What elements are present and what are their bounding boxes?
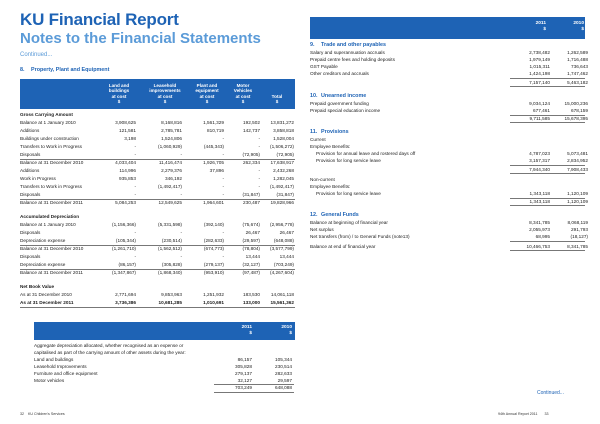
ppe-cell: 133,000	[243, 300, 260, 305]
payables-total-cell: 7,157,140	[529, 79, 550, 85]
unearned-row-cell: 677,461	[533, 107, 550, 113]
ppe-cell: 10,681,285	[158, 300, 182, 305]
ppe-column-header-line: equipment	[195, 88, 219, 94]
ppe-column-header	[100, 83, 138, 105]
ppe-row-label: Accumulated Depreciation	[20, 214, 80, 219]
ppe-row	[20, 221, 295, 229]
ppe-cell: (230,514)	[161, 238, 182, 243]
employee-benefits-label-text: Employee Benefits:	[310, 144, 351, 149]
section-number: 9.	[310, 42, 315, 48]
year-column-header-line: 2010	[281, 325, 292, 330]
payables-row-label: GST Payable	[310, 64, 338, 69]
year-column-header-line: $	[249, 330, 252, 336]
ppe-cell: (105,344)	[115, 238, 136, 243]
employee-benefits-label-text: Employee Benefits:	[310, 183, 351, 189]
footer-left	[20, 412, 65, 416]
provisions-current-label-text: Current	[310, 137, 326, 142]
ppe-cell: 8,168,816	[161, 120, 182, 125]
ppe-cell: (1,492,417)	[270, 184, 294, 189]
depreciation-cell: 279,137	[235, 371, 252, 376]
ppe-row-label: Balance at 31 December 2011	[20, 200, 83, 205]
row-divider	[20, 307, 295, 308]
ppe-cell: -	[134, 192, 136, 197]
general-funds-row-cell: 8,068,119	[567, 220, 588, 225]
ppe-cell: (78,804)	[242, 246, 260, 251]
year-column-header	[554, 21, 584, 33]
unearned-row-label: Prepaid government funding	[310, 100, 369, 106]
ppe-column-header-line: $	[275, 99, 279, 105]
provisions-row-cell: 2,834,952	[567, 158, 588, 163]
ppe-cell: 15,561,362	[270, 300, 294, 305]
unearned-row	[310, 107, 588, 115]
ppe-cell: 121,581	[119, 128, 136, 133]
provisions-current-total-cell: 7,944,340	[529, 166, 550, 172]
payables-row-cell: 1,979,149	[529, 57, 550, 62]
ppe-cell: 9,853,963	[161, 292, 182, 297]
ppe-row	[20, 135, 295, 143]
report-title: KU Financial Report	[20, 10, 179, 29]
ppe-cell: 4,033,404	[115, 160, 136, 165]
ppe-column-header	[146, 83, 184, 105]
provisions-current-total-cell: 7,908,433	[567, 166, 588, 172]
ppe-column-header-line: improvements	[149, 88, 181, 94]
year-column-header-line: 2010	[573, 21, 584, 26]
ppe-cell: 114,996	[119, 168, 136, 173]
payables-total-cell: 5,463,182	[567, 79, 588, 85]
ppe-cell: (1,868,340)	[158, 270, 182, 275]
ppe-cell: (1,156,366)	[112, 222, 136, 227]
payables-row-cell: 2,738,482	[529, 50, 550, 55]
payables-row	[310, 70, 588, 78]
ppe-cell: (1,562,512)	[158, 246, 182, 251]
ppe-cell: 1,251,932	[203, 292, 224, 297]
provisions-row-label: Provision for long service leave	[316, 190, 381, 196]
ppe-cell: -	[222, 176, 224, 181]
depreciation-intro-text: Aggregate depreciation allocated, whether recognised as an expense or	[34, 343, 184, 348]
ppe-cell: (674,773)	[203, 246, 224, 251]
ppe-row-label: Work in Progress	[20, 176, 56, 181]
ppe-cell: -	[180, 152, 182, 157]
ppe-cell: 1,524,806	[161, 136, 182, 141]
ppe-cell: 935,853	[119, 176, 136, 181]
ppe-row-label: Balance at 31 December 2010	[20, 246, 84, 251]
depreciation-row-label: Furniture and office equipment	[34, 371, 98, 376]
ppe-table	[20, 111, 295, 316]
ppe-column-header-line: at cost	[235, 93, 251, 99]
ppe-row-label: Net Book Value	[20, 284, 55, 289]
ppe-cell: (72,905)	[242, 152, 260, 157]
depreciation-intro-text: capitalised as part of the carrying amount of other assets during the year:	[34, 350, 186, 355]
ppe-row	[20, 199, 295, 207]
ppe-cell: 2,279,376	[161, 168, 182, 173]
depreciation-cell: 105,344	[275, 357, 292, 362]
depreciation-total-cell: 648,088	[275, 385, 292, 390]
ppe-cell: (32,127)	[242, 262, 260, 267]
ppe-cell: (31,847)	[276, 192, 294, 197]
right-table-header	[310, 17, 585, 39]
ppe-cell: -	[222, 230, 224, 235]
provisions-row	[310, 157, 588, 165]
total-divider	[510, 205, 585, 206]
ppe-cell: -	[134, 152, 136, 157]
ppe-column-header-line: at cost	[199, 93, 215, 99]
ppe-cell: (97,487)	[242, 270, 260, 275]
ppe-cell: (5,331,598)	[158, 222, 182, 227]
ppe-cell: -	[222, 152, 224, 157]
depreciation-total-cell: 703,249	[235, 385, 252, 390]
unearned-row-cell: 678,159	[571, 107, 588, 113]
depreciation-table-header	[34, 322, 295, 340]
ppe-column-header-line: Total	[271, 93, 283, 99]
general-funds-row-cell: 2,055,973	[529, 227, 550, 232]
ppe-row	[20, 245, 295, 253]
general-funds-row-cell: (18,127)	[570, 234, 588, 239]
ppe-column-header-line: Vehicles	[233, 88, 253, 94]
ppe-cell: (703,249)	[273, 262, 294, 267]
year-column-header	[516, 21, 546, 33]
ppe-cell: 1,282,045	[273, 176, 294, 181]
ppe-row-label: Balance at 31 December 2010	[20, 160, 84, 165]
ppe-row-label: Disposals	[20, 192, 41, 197]
continued-label: Continued...	[20, 52, 53, 58]
general-funds-end-row-label: Balance at end of financial year	[310, 244, 376, 249]
ppe-cell: 2,785,781	[161, 128, 182, 133]
total-divider	[510, 250, 585, 251]
ppe-cell: 19,828,966	[270, 200, 294, 205]
ppe-row	[20, 159, 295, 167]
ppe-cell: 2,771,694	[115, 292, 136, 297]
ppe-cell: 230,487	[243, 200, 260, 205]
ppe-cell: (4,267,604)	[270, 270, 294, 275]
ppe-heading-text: Property, Plant and Equipment	[31, 67, 110, 73]
ppe-row	[20, 291, 295, 299]
ppe-cell: 26,467	[245, 230, 260, 235]
ppe-column-header-line: $	[205, 99, 209, 105]
ppe-cell: (31,847)	[242, 192, 260, 197]
ppe-row	[20, 143, 295, 151]
provisions-row-label: Provision for annual leave and rostered days off	[316, 151, 416, 156]
ppe-cell: (1,261,710)	[112, 246, 136, 251]
ppe-cell: -	[134, 254, 136, 259]
ppe-row	[20, 127, 295, 135]
ppe-cell: 183,530	[243, 292, 260, 297]
ppe-cell: (445,343)	[203, 144, 224, 149]
ppe-cell: (1,347,867)	[112, 270, 136, 275]
depreciation-cell: 282,633	[275, 371, 292, 376]
provisions-noncurrent-total-cell: 1,120,109	[567, 199, 588, 204]
ppe-cell: 14,061,118	[270, 292, 294, 297]
ppe-cell: -	[134, 184, 136, 189]
ppe-cell: 810,719	[207, 128, 224, 133]
ppe-cell: 11,416,474	[158, 160, 182, 165]
ppe-cell: 1,528,004	[273, 136, 294, 141]
ppe-cell: (2,956,778)	[270, 222, 294, 227]
ppe-cell: 1,010,691	[203, 300, 224, 305]
ppe-cell: -	[258, 176, 260, 181]
depreciation-cell: 32,127	[237, 378, 252, 383]
ppe-column-header-line: $	[117, 99, 121, 105]
year-column-header-line: $	[581, 27, 584, 32]
ppe-cell: 1,964,601	[203, 200, 224, 205]
ppe-column-header-line: $	[163, 99, 167, 105]
ppe-heading-number: 8.	[20, 67, 25, 73]
ppe-cell: 192,502	[243, 120, 260, 125]
ppe-row-label: As at 31 December 2011	[20, 300, 74, 305]
ppe-row-label: Depreciation expense	[20, 238, 66, 243]
payables-row-cell: 1,262,589	[567, 50, 588, 55]
ppe-cell: -	[258, 168, 260, 173]
ppe-cell: (29,597)	[242, 238, 260, 243]
general-funds-row-cell: 8,341,785	[529, 220, 550, 225]
ppe-cell: -	[258, 184, 260, 189]
section-heading-text: Trade and other payables	[321, 42, 387, 48]
ppe-column-header	[224, 83, 262, 105]
ppe-cell: (3,577,799)	[270, 246, 294, 251]
depreciation-cell: 86,157	[237, 357, 252, 362]
payables-row-cell: 1,716,488	[567, 57, 588, 62]
ppe-row	[20, 119, 295, 127]
ppe-column-header-line: Leasehold	[153, 83, 177, 88]
year-column-header	[222, 325, 252, 336]
ppe-cell: -	[134, 230, 136, 235]
section-12-heading	[310, 211, 359, 219]
ppe-cell: -	[134, 144, 136, 149]
ppe-cell: -	[180, 192, 182, 197]
ppe-column-header-line: buildings	[108, 88, 130, 94]
ppe-cell: -	[180, 254, 182, 259]
ppe-cell: -	[222, 136, 224, 141]
ppe-row-label: Disposals	[20, 230, 41, 235]
ppe-row	[20, 283, 295, 291]
ppe-row	[20, 175, 295, 183]
ppe-column-header-line: Motor	[236, 83, 250, 88]
ppe-row	[20, 229, 295, 237]
payables-row-cell: 736,643	[571, 64, 588, 69]
ppe-cell: -	[258, 136, 260, 141]
ppe-cell: (86,157)	[118, 262, 136, 267]
ppe-cell: (1,506,272)	[270, 144, 294, 149]
general-funds-end-row-cell: 10,466,753	[526, 244, 550, 249]
ppe-row-label: Balance at 1 January 2010	[20, 120, 76, 125]
ppe-cell: -	[258, 144, 260, 149]
section-number: 11.	[310, 129, 318, 135]
year-column-header-line: 2011	[241, 325, 252, 330]
ppe-cell: (1,060,929)	[158, 144, 182, 149]
ppe-row	[20, 111, 295, 119]
ppe-row-label: Balance at 31 December 2011	[20, 270, 83, 275]
unearned-row-cell: 9,034,124	[529, 100, 550, 106]
ppe-cell: (282,633)	[203, 238, 224, 243]
ppe-cell: 13,444	[245, 254, 260, 259]
ppe-cell: (305,828)	[161, 262, 182, 267]
ppe-table-header	[20, 79, 295, 109]
section-heading-text: Unearned income	[321, 92, 367, 99]
ppe-row-label: Transfers to Work in Progress	[20, 144, 82, 149]
ppe-cell: 346,192	[165, 176, 182, 181]
ppe-cell: 1,926,705	[203, 160, 224, 165]
general-funds-row-label: Net transfers (from) / to General Funds (note13)	[310, 234, 410, 239]
ppe-cell: 12,549,625	[158, 200, 182, 205]
provisions-row-cell: 4,787,023	[529, 151, 550, 156]
total-divider	[510, 122, 585, 123]
total-divider	[510, 241, 585, 242]
depreciation-row-label: Motor vehicles	[34, 378, 65, 383]
ppe-cell: 3,198	[124, 136, 136, 141]
ppe-row-label: Disposals	[20, 152, 41, 157]
ppe-cell: 2,432,268	[273, 168, 294, 173]
footer-right	[498, 412, 549, 416]
section-9-heading	[310, 41, 386, 49]
ppe-row-label: Additions	[20, 128, 40, 133]
ppe-row	[20, 253, 295, 261]
ppe-cell: (1,492,417)	[158, 184, 182, 189]
general-funds-row-label: Balance at beginning of financial year	[310, 220, 388, 225]
notes-9-12	[310, 41, 588, 291]
ppe-column-header-line: $	[241, 99, 245, 105]
ppe-cell: 3,908,625	[115, 120, 136, 125]
ppe-column-header-line: at cost	[111, 93, 127, 99]
ppe-column-header	[188, 83, 226, 105]
ppe-cell: 142,737	[243, 128, 260, 133]
section-heading-text: Provisions	[321, 129, 349, 135]
unearned-total-cell: 15,678,395	[564, 116, 588, 121]
total-divider	[510, 86, 585, 87]
ppe-column-header	[258, 83, 296, 105]
depreciation-cell: 230,514	[275, 364, 292, 369]
payables-row-cell: 1,424,198	[529, 71, 550, 76]
depreciation-table	[34, 342, 295, 400]
section-number: 10.	[310, 92, 318, 99]
ppe-cell: -	[180, 230, 182, 235]
page-number-left: 32	[20, 412, 24, 416]
ppe-cell: 17,638,917	[270, 160, 294, 165]
section-10-heading	[310, 92, 366, 100]
section-11-heading	[310, 128, 349, 136]
year-column-header-line: 2011	[535, 21, 546, 26]
section-number: 12.	[310, 212, 318, 218]
payables-row-cell: 1,747,462	[567, 71, 588, 76]
provisions-row-label: Provision for long service leave	[316, 158, 381, 163]
ppe-cell: -	[222, 192, 224, 197]
footer-org-name: KU Children's Services	[28, 412, 65, 416]
ppe-column-header-line: Land and	[108, 83, 130, 88]
depreciation-row-label: Land and buildings	[34, 357, 74, 362]
unearned-total-cell: 9,711,585	[529, 116, 550, 121]
provisions-row-cell: 1,343,118	[529, 190, 550, 196]
provisions-row-cell: 3,157,317	[529, 158, 550, 163]
payables-row-cell: 1,015,311	[529, 64, 550, 69]
ppe-cell: (953,910)	[203, 270, 224, 275]
ppe-row-label: Depreciation expense	[20, 262, 66, 267]
general-funds-row-cell: 291,793	[571, 227, 588, 232]
provisions-row	[310, 190, 588, 198]
ppe-cell: 26,467	[279, 230, 294, 235]
unearned-row-label: Prepaid special education income	[310, 107, 381, 113]
provisions-noncurrent-total-cell: 1,343,118	[529, 199, 550, 204]
provisions-row-cell: 1,120,109	[567, 190, 588, 196]
ppe-cell: 5,084,253	[115, 200, 136, 205]
ppe-row-label: Additions	[20, 168, 40, 173]
total-divider	[510, 173, 585, 174]
ppe-row	[20, 167, 295, 175]
section-heading-text: General Funds	[321, 212, 359, 218]
footer-report-name: 94th Annual Report 2011	[498, 412, 538, 416]
ppe-column-header-line: at cost	[157, 93, 173, 99]
year-column-header	[262, 325, 292, 336]
ppe-cell: (279,137)	[203, 262, 224, 267]
ppe-cell: 262,334	[243, 160, 260, 165]
ppe-row-label: Gross Carrying Amount	[20, 112, 73, 117]
depreciation-total-row	[34, 384, 295, 392]
provisions-row-cell: 5,073,481	[567, 151, 588, 156]
unearned-row-cell: 15,000,236	[564, 100, 588, 106]
payables-row-label: Other creditors and accruals	[310, 71, 369, 76]
depreciation-cell: 29,597	[277, 378, 292, 383]
year-column-header-line: $	[543, 27, 546, 32]
ppe-cell: (648,088)	[273, 238, 294, 243]
ppe-row-label: As at 31 December 2010	[20, 292, 72, 297]
ppe-row-label: Buildings under construction	[20, 136, 79, 141]
continued-bottom-label: Continued...	[537, 390, 564, 396]
ppe-heading	[20, 67, 109, 73]
total-divider	[214, 392, 294, 393]
ppe-row	[20, 183, 295, 191]
provisions-noncurrent-label-text: Non-current	[310, 176, 335, 182]
ppe-row-label: Transfers to Work in Progress	[20, 184, 82, 189]
ppe-cell: -	[222, 254, 224, 259]
payables-row-label: Salary and superannuation accruals	[310, 50, 385, 55]
payables-row-label: Prepaid centre fees and holding deposits	[310, 57, 395, 62]
page-number-right: 33	[544, 412, 549, 416]
ppe-cell: -	[222, 184, 224, 189]
ppe-cell: 13,831,272	[270, 120, 294, 125]
ppe-row-label: Balance at 1 January 2010	[20, 222, 76, 227]
depreciation-row-label: Leasehold Improvements	[34, 364, 87, 369]
ppe-cell: (392,140)	[203, 222, 224, 227]
ppe-row-label: Disposals	[20, 254, 41, 259]
depreciation-cell: 305,828	[235, 364, 252, 369]
year-column-header-line: $	[289, 330, 292, 336]
general-funds-row	[310, 233, 588, 241]
ppe-cell: 3,858,818	[273, 128, 294, 133]
ppe-cell: (72,905)	[276, 152, 294, 157]
ppe-column-header-line: Plant and	[196, 83, 218, 88]
ppe-cell: 1,561,329	[203, 120, 224, 125]
general-funds-end-row-cell: 8,341,785	[567, 244, 588, 249]
general-funds-row-cell: 68,995	[535, 234, 550, 239]
ppe-cell: 3,736,386	[115, 300, 136, 305]
ppe-cell: 37,896	[209, 168, 224, 173]
ppe-cell: 13,444	[279, 254, 294, 259]
ppe-row	[20, 269, 295, 277]
ppe-row	[20, 213, 295, 221]
general-funds-row-label: Net surplus	[310, 227, 334, 232]
ppe-cell: (75,674)	[242, 222, 260, 227]
notes-title: Notes to the Financial Statements	[20, 30, 261, 47]
